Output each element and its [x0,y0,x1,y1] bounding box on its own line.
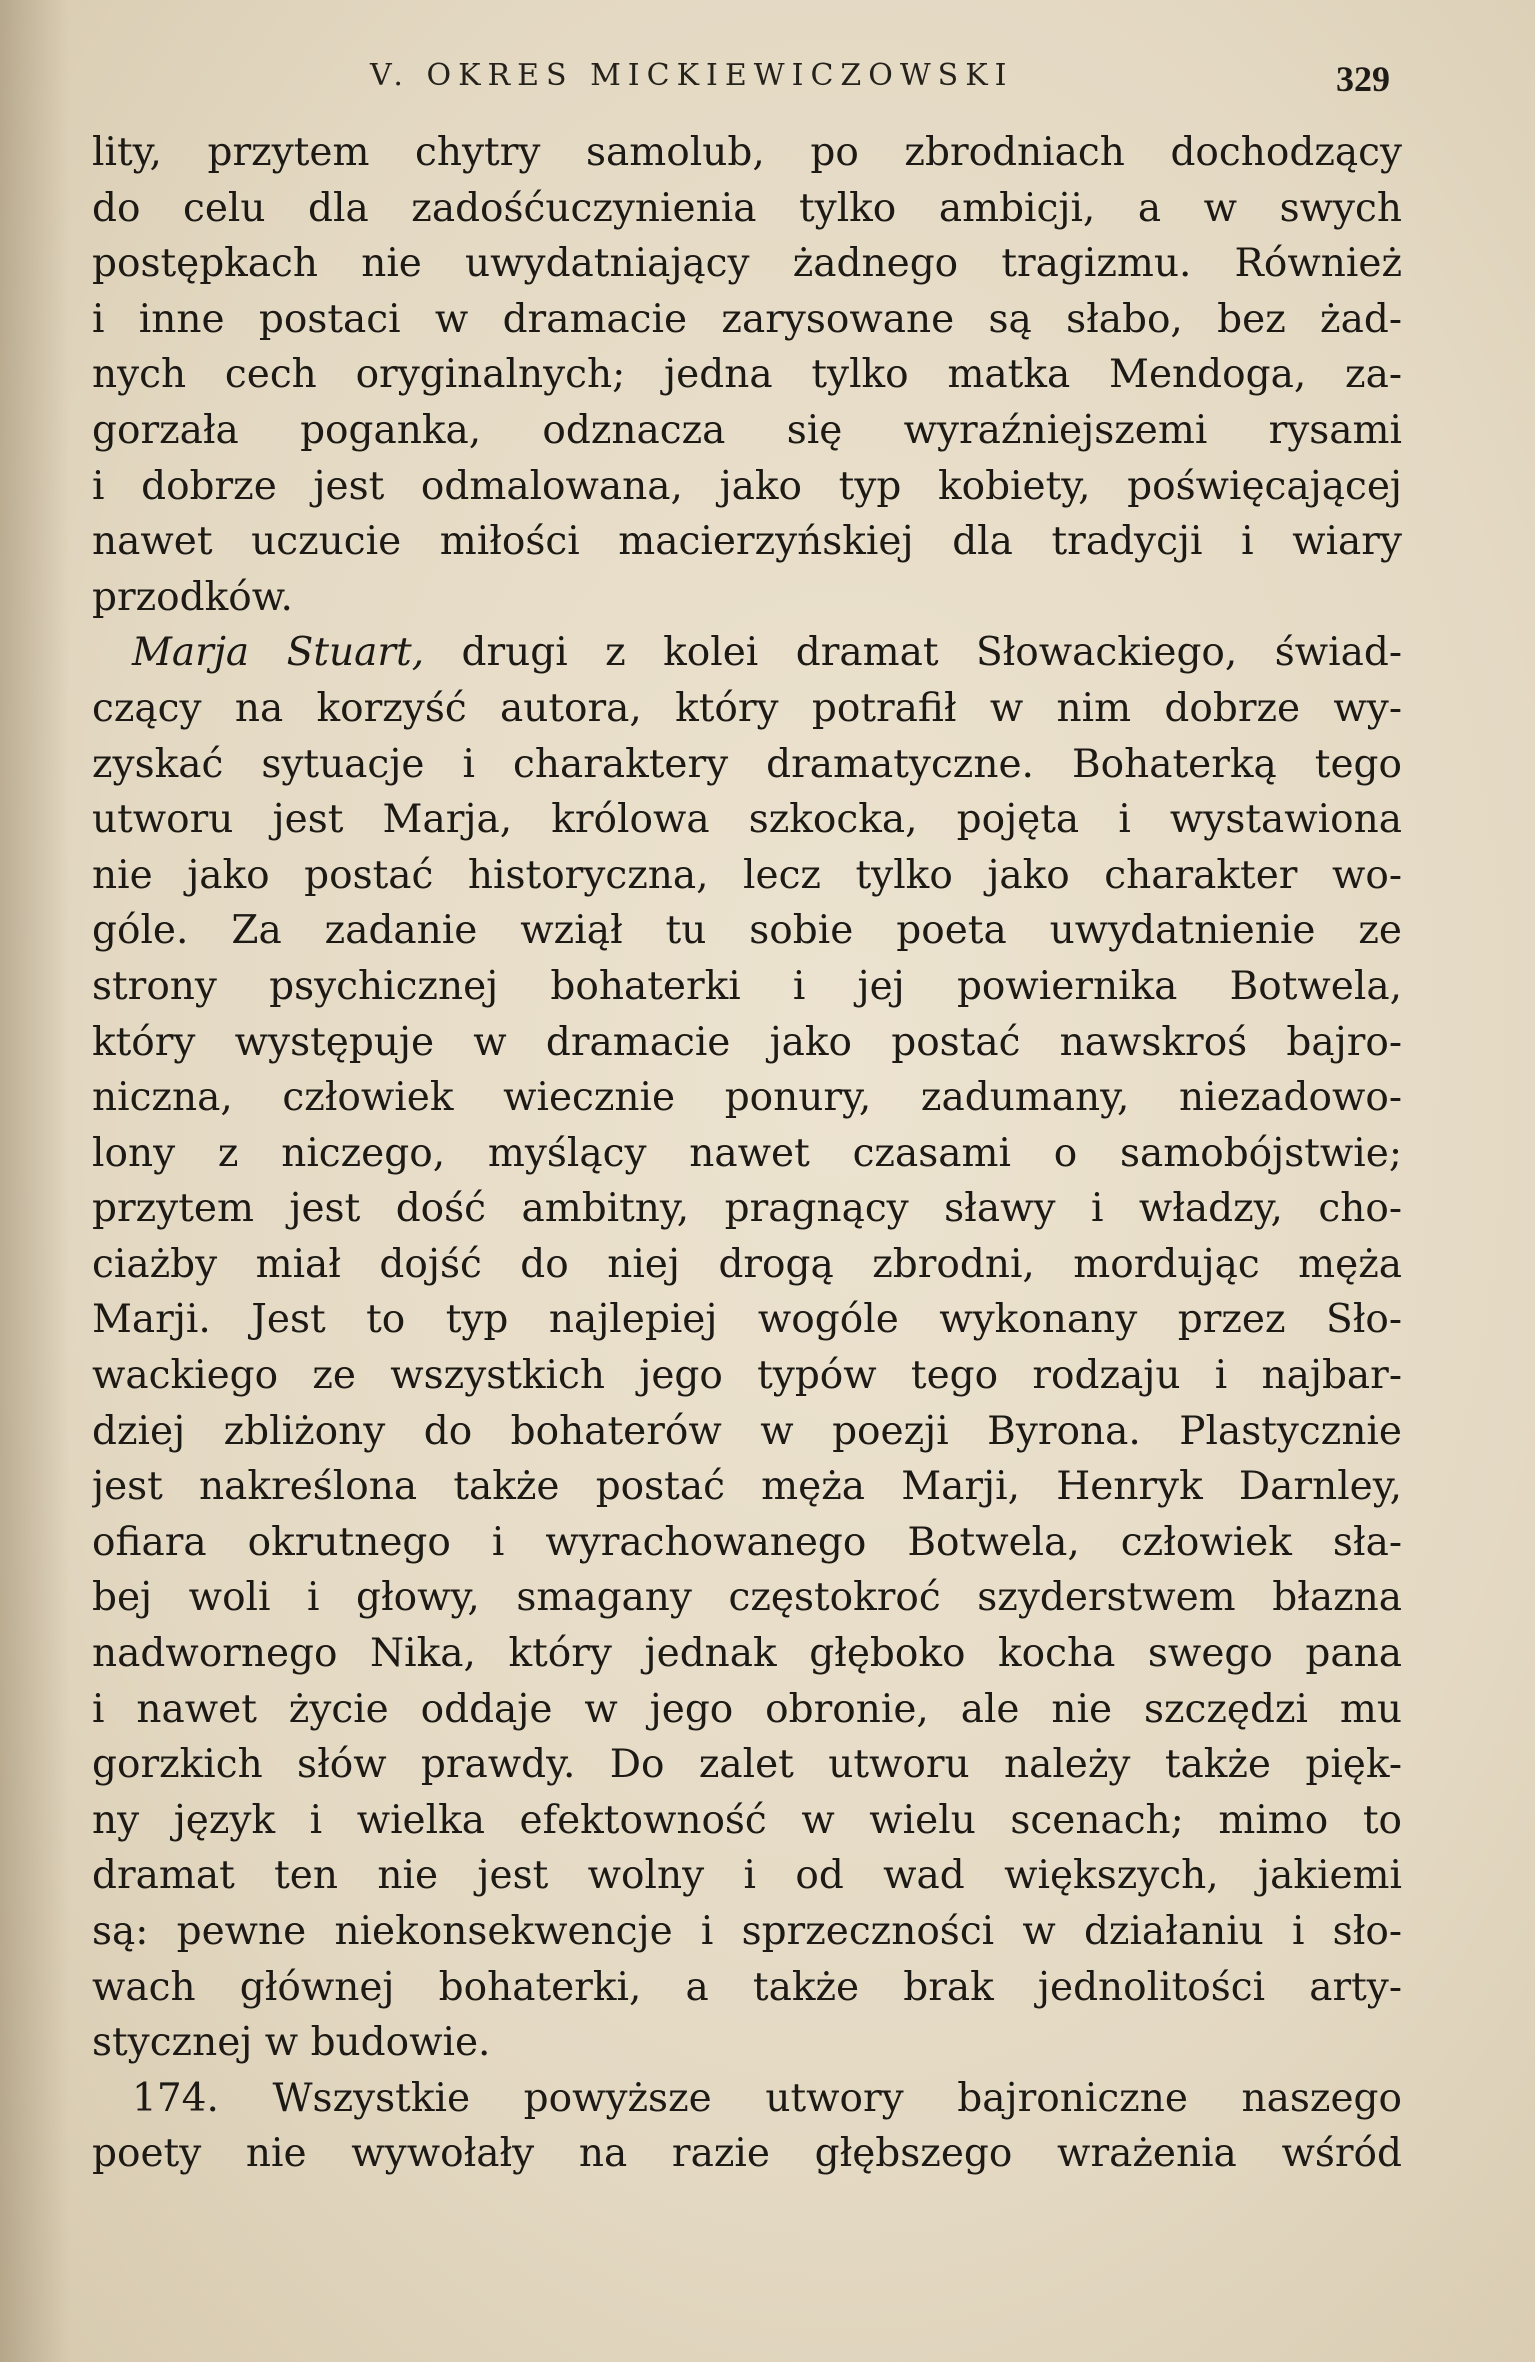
text-line: czący na korzyść autora, który potrafił w nim dobrze wy- [92,685,1402,731]
text-line: do celu dla zadośćuczynienia tylko ambicji, a w swych [92,185,1402,231]
paragraph-3 [92,2071,1402,2182]
text-line: postępkach nie uwydatniający żadnego tragizmu. Również [92,241,1402,287]
text-line: bej woli i głowy, smagany częstokroć szyderstwem błazna [92,1575,1402,1621]
text-line: nadwornego Nika, który jednak głęboko kocha swego pana [92,1631,1402,1677]
text-line: i dobrze jest odmalowana, jako typ kobiety, poświęcającej [92,463,1402,509]
text-line: nych cech oryginalnych; jedna tylko matka Mendoga, za- [92,352,1402,398]
running-title: V. OKRES MICKIEWICZOWSKI [370,58,1014,93]
paragraph-1 [92,125,1402,625]
text-line: strony psychicznej bohaterki i jej powiernika Botwela, [92,963,1402,1009]
text-line: gorzkich słów prawdy. Do zalet utworu należy także pięk- [92,1742,1402,1788]
text-line: ciażby miał dojść do niej drogą zbrodni, mordując męża [92,1241,1402,1287]
text-line: dziej zbliżony do bohaterów w poezji Byrona. Plastycznie [92,1408,1402,1454]
page-gutter-shadow [0,0,70,2362]
text-line: i inne postaci w dramacie zarysowane są słabo, bez żad- [92,296,1402,342]
text-line: ny język i wielka efektowność w wielu scenach; mimo to [92,1797,1402,1843]
text-line: nie jako postać historyczna, lecz tylko jako charakter wo- [92,852,1402,898]
text-line: stycznej w budowie. [92,2020,491,2066]
text-line: wackiego ze wszystkich jego typów tego rodzaju i najbar- [92,1353,1402,1399]
text-line: przodków. [92,574,293,620]
text-line: poety nie wywołały na razie głębszego wrażenia wśród [92,2131,1402,2177]
text-line: są: pewne niekonsekwencje i sprzeczności w działaniu i sło- [92,1909,1402,1954]
text-line: ofiara okrutnego i wyrachowanego Botwela, człowiek sła- [92,1519,1402,1565]
text-line: zyskać sytuacje i charaktery dramatyczne. Bohaterką tego [92,741,1402,787]
text-span: drugi z kolei dramat Słowackiego, świad- [424,630,1402,676]
text-line: i nawet życie oddaje w jego obronie, ale nie szczędzi mu [92,1686,1402,1732]
text-line: gorzała poganka, odznacza się wyraźniejszemi rysami [92,407,1402,453]
paragraph-2 [92,625,1402,2070]
page-number: 329 [1336,59,1390,99]
body-text [92,125,1402,2182]
text-line: przytem jest dość ambitny, pragnący sławy i władzy, cho- [92,1186,1402,1232]
text-line: niczna, człowiek wiecznie ponury, zadumany, niezadowo- [92,1075,1402,1121]
work-title: Marja Stuart, [132,630,425,676]
text-line: wach głównej bohaterki, a także brak jednolitości arty- [92,1964,1402,2010]
text-line: utworu jest Marja, królowa szkocka, pojęta i wystawiona [92,797,1402,843]
text-line: góle. Za zadanie wziął tu sobie poeta uwydatnienie ze [92,908,1402,954]
text-line: który występuje w dramacie jako postać nawskroś bajro- [92,1019,1402,1065]
text-line: 174. Wszystkie powyższe utwory bajroniczne naszego [132,2075,1402,2121]
running-head [370,58,1390,108]
text-line: lony z niczego, myślący nawet czasami o samobójstwie; [92,1130,1402,1176]
text-line: Marji. Jest to typ najlepiej wogóle wykonany przez Sło- [92,1297,1402,1343]
text-line: jest nakreślona także postać męża Marji, Henryk Darnley, [92,1464,1402,1510]
text-line-first [92,625,1402,681]
text-line: dramat ten nie jest wolny i od wad większych, jakiemi [92,1853,1402,1899]
text-line: nawet uczucie miłości macierzyńskiej dla tradycji i wiary [92,519,1402,565]
text-line: lity, przytem chytry samolub, po zbrodniach dochodzący [92,130,1402,175]
